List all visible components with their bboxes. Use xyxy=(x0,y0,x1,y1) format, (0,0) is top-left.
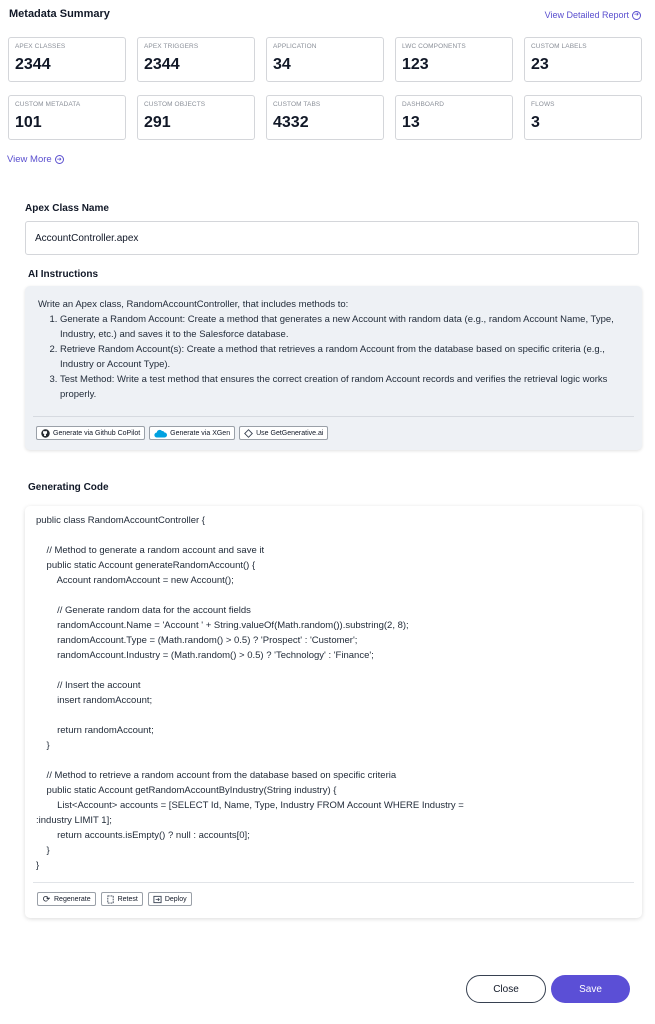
salesforce-cloud-icon xyxy=(154,429,167,438)
regenerate-label: Regenerate xyxy=(54,895,91,903)
metric-card-lwc-components[interactable] xyxy=(395,37,513,82)
metric-card-dashboard[interactable] xyxy=(395,95,513,140)
generate-xgen-button[interactable] xyxy=(149,426,235,440)
metric-card-custom-tabs[interactable] xyxy=(266,95,384,140)
metric-value: 13 xyxy=(402,114,420,131)
ai-instructions-text xyxy=(25,286,642,402)
apex-class-name-label: Apex Class Name xyxy=(25,203,109,214)
metrics-grid xyxy=(8,37,648,140)
use-getgenerative-button[interactable] xyxy=(239,426,328,440)
metric-label: CUSTOM OBJECTS xyxy=(144,101,206,108)
metadata-summary-title: Metadata Summary xyxy=(9,8,110,20)
metric-card-custom-labels[interactable] xyxy=(524,37,642,82)
ai-instructions-intro: Write an Apex class, RandomAccountController, that includes methods to: xyxy=(38,299,349,310)
metric-card-apex-triggers[interactable] xyxy=(137,37,255,82)
metric-value: 2344 xyxy=(144,56,180,73)
metric-card-flows[interactable] xyxy=(524,95,642,140)
metric-value: 2344 xyxy=(15,56,51,73)
deploy-button[interactable] xyxy=(148,892,192,906)
metric-value: 3 xyxy=(531,114,540,131)
ai-instruction-step: 2. Retrieve Random Account(s): Create a method that retrieves a random Account from the database based on specific criteria (e.g., Industry or Account Type). xyxy=(60,342,629,372)
use-getgenerative-label: Use GetGenerative.ai xyxy=(256,429,324,437)
ai-instructions-label: AI Instructions xyxy=(28,269,99,280)
retest-icon xyxy=(106,895,115,904)
regenerate-button[interactable] xyxy=(37,892,96,906)
circle-arrow-right-icon: ➜ xyxy=(633,12,640,18)
apex-class-name-input[interactable] xyxy=(25,221,639,255)
metric-value: 4332 xyxy=(273,114,309,131)
ai-box-divider xyxy=(33,416,634,417)
ai-instruction-step: 3. Test Method: Write a test method that ensures the correct creation of random Account records and verifies the retrieval logic works properly. xyxy=(60,372,629,402)
metric-label: LWC COMPONENTS xyxy=(402,43,466,50)
metric-value: 101 xyxy=(15,114,42,131)
deploy-icon xyxy=(153,895,162,904)
metric-label: CUSTOM METADATA xyxy=(15,101,81,108)
metric-label: DASHBOARD xyxy=(402,101,445,108)
metric-card-application[interactable] xyxy=(266,37,384,82)
generate-github-copilot-label: Generate via Github CoPilot xyxy=(53,429,141,437)
generating-code-label: Generating Code xyxy=(28,482,109,493)
metric-value: 123 xyxy=(402,56,429,73)
generated-code-text[interactable]: public class RandomAccountController { // Method to generate a random account and save it public static Account generateRandomAccount() { Account randomAccount = new Account(); // Generate random data for the account fields randomAccount.Name = 'Account ' + String.valueOf(Math.random()).substring(2, 8); randomAccount.Type = (Math.random() > 0.5) ? 'Prospect' : 'Customer'; randomAccount.Industry = (Math.random() > 0.5) ? 'Technology' : 'Finance'; // Insert the account insert randomAccount; return randomAccount; } // Method to retrieve a random account from the database based on specific criteria public static Account getRandomAccountByIndustry(String industry) { List<Account> accounts = [SELECT Id, Name, Type, Industry FROM Account WHERE Industry = :industry LIMIT 1]; return accounts.isEmpty() ? null : accounts[0]; } } xyxy=(36,515,464,871)
metric-label: APEX TRIGGERS xyxy=(144,43,199,50)
metric-label: APPLICATION xyxy=(273,43,317,50)
metric-value: 291 xyxy=(144,114,171,131)
save-button[interactable]: Save xyxy=(551,975,630,1003)
view-more-label: View More xyxy=(7,154,52,165)
metric-label: CUSTOM TABS xyxy=(273,101,321,108)
ai-instructions-box[interactable] xyxy=(25,286,642,450)
metric-value: 34 xyxy=(273,56,291,73)
view-more-link[interactable] xyxy=(7,154,64,165)
deploy-label: Deploy xyxy=(164,895,187,903)
refresh-icon: ⟳ xyxy=(42,893,51,904)
generate-xgen-label: Generate via XGen xyxy=(170,429,231,437)
code-box-divider xyxy=(33,882,634,883)
code-action-buttons xyxy=(37,892,192,906)
ai-instructions-steps xyxy=(60,312,629,402)
circle-arrow-right-icon: ➜ xyxy=(56,156,62,163)
metric-card-custom-objects[interactable] xyxy=(137,95,255,140)
retest-label: Retest xyxy=(117,895,138,903)
github-icon xyxy=(41,429,50,438)
ai-generate-buttons xyxy=(36,426,328,440)
metric-label: FLOWS xyxy=(531,101,555,108)
view-detailed-report-link[interactable] xyxy=(545,10,641,20)
metric-label: CUSTOM LABELS xyxy=(531,43,587,50)
view-detailed-report-label: View Detailed Report xyxy=(544,10,629,20)
diamond-icon xyxy=(244,429,253,438)
retest-button[interactable] xyxy=(101,892,143,906)
metric-card-apex-classes[interactable] xyxy=(8,37,126,82)
generated-code-box[interactable] xyxy=(25,506,642,918)
ai-instruction-step: 1. Generate a Random Account: Create a method that generates a new Account with random data (e.g., random Account Name, Type, Industry, etc.) and saves it to the Salesforce database. xyxy=(60,312,629,342)
metric-label: APEX CLASSES xyxy=(15,43,66,50)
close-button[interactable]: Close xyxy=(466,975,546,1003)
metric-value: 23 xyxy=(531,56,549,73)
metric-card-custom-metadata[interactable] xyxy=(8,95,126,140)
generate-github-copilot-button[interactable] xyxy=(36,426,145,440)
